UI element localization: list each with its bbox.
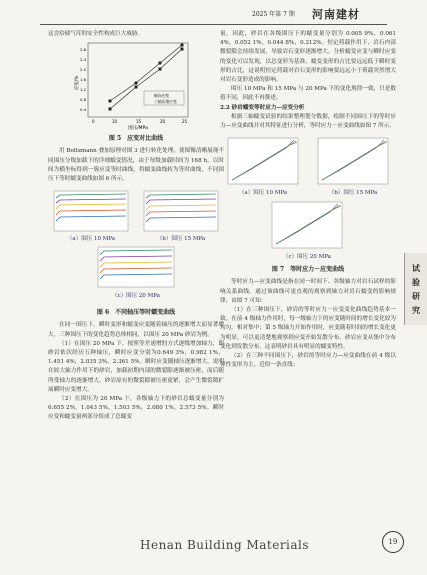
fig6a-label: （a）围压 10 MPa	[66, 236, 116, 243]
fig5-tick-y: 2.4	[79, 57, 86, 63]
paragraph: （1）在三种围压下，砂岩的等时应力－应变变化曲线趋势基本一致。在前 4 级轴力作用时，每一级轴力下的应变随时间的增长变化较为均匀。相对集中；第 5 级轴力开始作用时，应变随着时间的增长变化更为明显，可以更清楚地观察到应变开始发散分布。砂岩应变从集中分布变化到发散分布，这表明砂岩具有明显的蠕变特性。	[220, 307, 396, 350]
fig6c-plot	[98, 247, 174, 287]
fig5-tick-y: 0.8	[79, 97, 86, 103]
paragraph: 在同一围压下，瞬时变形和蠕变应变随着轴压的逐渐增大而显著增大。三种围压下的变化趋势总体相同，以围压 20 MPa 砂岩为例。	[48, 322, 224, 338]
figure-6	[48, 187, 224, 305]
sidebar-char: 验	[412, 277, 420, 287]
fig5-tick-x: 20	[160, 119, 166, 125]
issue-label: 2025 年第 7 期	[252, 11, 295, 18]
fig5-tick-x: 25	[182, 119, 188, 125]
page-header	[40, 6, 387, 25]
fig5-ylabel: 应变/%	[75, 75, 80, 91]
fig6b-label: （b）围压 15 MPa	[156, 236, 206, 243]
fig5-caption: 图 5 应变对比曲线	[108, 135, 164, 143]
paragraph: 围压 10 MPa 和 15 MPa 与 20 MPa 下的变化规律一致，只是数值不同，因此不再赘述。	[220, 86, 396, 102]
fig5-point	[159, 68, 162, 71]
paragraph: 量。因此，砂岩在各级围压下的蠕变量分别为 0.005 9%，0.061 4%，0.052 1%，0.044 8%，0.212%。恒定荷载作用下，岩石内部微裂隙会持续发展，导致岩石变形逐渐增大。分析蠕变应变与瞬时应变的变化可以发现，以总变形为基准，蠕变变形的占比要远远低于瞬时变形的占比，这说明恒定荷载对岩石变形的影响要远远小于荷载突然增大对岩石变形造成的影响。	[220, 31, 396, 84]
sidebar-char: 研	[412, 291, 420, 301]
figure-5	[48, 39, 224, 131]
left-column	[48, 30, 224, 423]
footer-title: Henan Building Materials	[140, 538, 310, 552]
fig5-tick-x: 0	[92, 119, 95, 125]
fig5-tick-y: 2.0	[79, 67, 86, 73]
fig7c-label: （c）围压 20 MPa	[283, 254, 331, 261]
fig5-tick-y: 2.8	[79, 47, 86, 53]
paragraph: 根据三轴蠕变试验的结果整理划分数据，绘制不同围压下的等时应力—应变曲线并对其特征进行分析，等时应力－应变曲线如图 7 所示。	[220, 113, 396, 130]
fig6-caption: 图 6 不同轴压等时蠕变曲线	[96, 309, 176, 317]
paragraph: （2）在三种不同围压下，砂岩的等时应力—应变曲线在前 4 级以弹性变形为主，近似一条直线；	[220, 353, 396, 369]
fig7a-label: （a）围压 10 MPa	[238, 190, 288, 197]
page-number: 19	[382, 531, 404, 553]
fig5-chart	[48, 39, 224, 131]
paragraph: （2）在围压为 20 MPa 下，各级轴力下的砂岩总蠕变量分别为0.655 2%，1.043 5%，1.503 5%，2.080 1%，2.573 5%。瞬时应变和蠕变量两部分组成了总蠕变	[48, 396, 224, 421]
fig5-point	[134, 82, 137, 85]
fig7-caption: 图 7 等时应力－应变曲线	[271, 266, 345, 274]
fig5-legend-entry: 三轴压缩应变	[154, 99, 177, 105]
fig5-point	[135, 86, 138, 89]
paragraph: 这会给储气库的安全性构成巨大威胁。	[48, 31, 144, 37]
paragraph: （1）在围压 20 MPa 下，按照等差递增的方式逐级增加轴力，即砂岩依次经历五种轴压，瞬时应变分别为0.649 3%，0.982 1%，1.451 4%，2.035 3%，2.361 5%。瞬时应变随轴压逐渐增大，说明在较大轴力作用下的砂岩，加载初期内部的微裂隙逐渐被压密，而后随所受轴力的逐渐增大，砂岩原有的微裂隙被压密更紧，会产生微裂隙扩展瞬时应变增大。	[48, 340, 224, 393]
fig7-charts	[220, 134, 396, 262]
section-sidebar	[404, 253, 427, 325]
section-heading: 2.2 砂岩蠕变等时应力—应变分析	[220, 104, 305, 111]
paragraph: 用 Boltzmann 叠加原理对图 3 进行转化处理，使图像清晰展现不同围压分级加载下的详细蠕变情况，由于每级加载时间为 168 h，以时间为横坐标得到一簇应变等时曲线，将蠕变曲线转为等时曲线，不同围压下等时蠕变曲线如图 6 所示。	[48, 148, 224, 183]
figure-7	[220, 134, 396, 262]
right-column	[220, 30, 396, 370]
fig7b-label: （b）围压 15 MPa	[328, 190, 378, 197]
fig5-legend-entry: 轴向应变	[154, 93, 170, 99]
fig5-point	[108, 100, 111, 103]
sidebar-char: 究	[412, 305, 420, 315]
fig6-charts	[48, 187, 224, 305]
fig5-tick-y: 0.4	[79, 107, 86, 113]
fig5-tick-y: 1.6	[79, 77, 86, 83]
fig5-point	[158, 62, 161, 65]
fig5-tick-y: 1.2	[79, 87, 86, 93]
fig6c-label: （c）围压 20 MPa	[112, 293, 160, 300]
sidebar-char: 试	[412, 263, 420, 273]
fig5-point	[109, 108, 112, 111]
fig5-tick-x: 15	[136, 119, 142, 125]
fig5-point	[180, 44, 183, 47]
paragraph: 等时应力—应变曲线是指在同一时间下、各级轴力对岩石试样的影响关系曲线。通过该曲线可更直观的观察到轴力对岩石蠕变的影响规律，由图 7 可知：	[220, 279, 396, 304]
fig5-point	[181, 48, 184, 51]
fig5-tick-x: 10	[112, 119, 118, 125]
journal-title: 河南建材	[312, 8, 360, 21]
fig5-xlabel: 围压/MPa	[128, 126, 148, 132]
